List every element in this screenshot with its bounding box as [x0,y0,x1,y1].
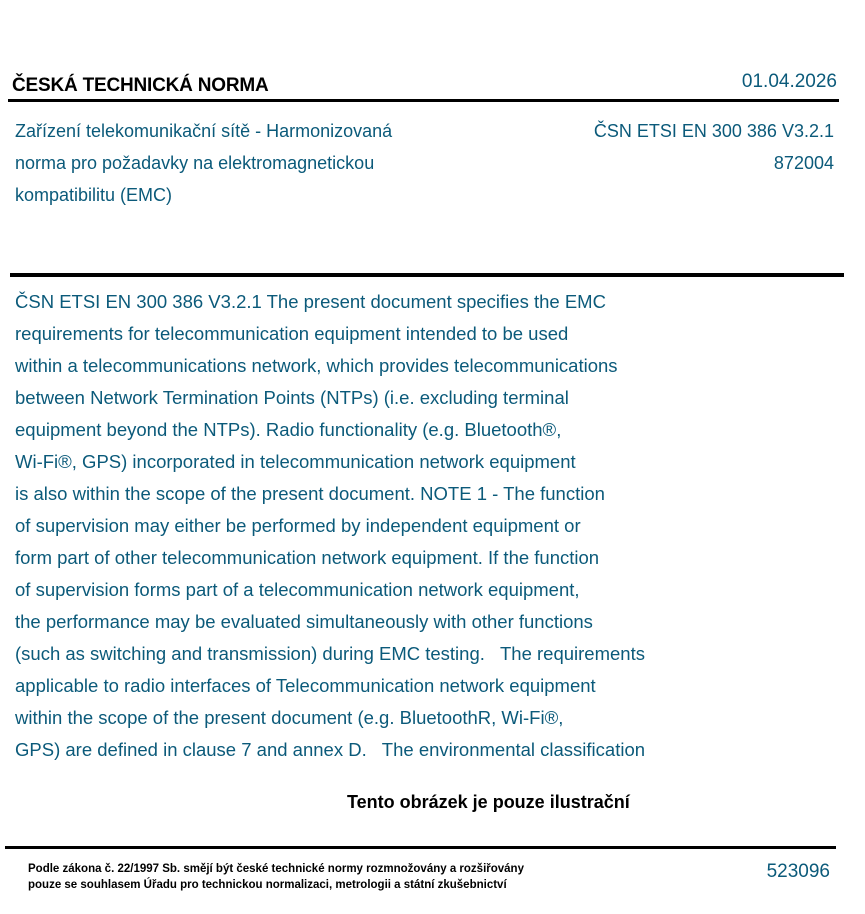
abstract-line: Wi-Fi®, GPS) incorporated in telecommunication network equipment [15,451,576,472]
abstract-line: requirements for telecommunication equipment intended to be used [15,323,569,344]
abstract-line: within a telecommunications network, which provides telecommunications [15,355,618,376]
legal-line: pouze se souhlasem Úřadu pro technickou normalizaci, metrologii a státní zkušebnictví [28,879,507,891]
document-type-title: ČESKÁ TECHNICKÁ NORMA [12,75,269,96]
abstract-text [15,286,775,766]
abstract-line: of supervision may either be performed by independent equipment or [15,515,581,536]
abstract-line: (such as switching and transmission) during EMC testing. The requirements [15,643,645,664]
illustration-notice: Tento obrázek je pouze ilustrační [347,792,630,812]
subject-line: Zařízení telekomunikační sítě - Harmonizovaná [15,121,393,141]
document-number: 523096 [766,861,830,882]
standard-codes [594,115,834,179]
subject-line: kompatibilitu (EMC) [15,185,173,205]
section-divider [10,273,844,277]
abstract-line: the performance may be evaluated simultaneously with other functions [15,611,593,632]
legal-line: Podle zákona č. 22/1997 Sb. smějí být české technické normy rozmnožovány a rozšiřovány [28,863,524,875]
abstract-line: is also within the scope of the present document. NOTE 1 - The function [15,483,605,504]
classification-number: 872004 [773,153,834,173]
header-divider [8,99,839,102]
abstract-line: applicable to radio interfaces of Telecommunication network equipment [15,675,596,696]
standard-subject [15,115,485,211]
abstract-line: equipment beyond the NTPs). Radio functionality (e.g. Bluetooth®, [15,419,562,440]
abstract-line: ČSN ETSI EN 300 386 V3.2.1 The present document specifies the EMC [15,291,606,312]
standard-designation: ČSN ETSI EN 300 386 V3.2.1 [593,121,834,141]
legal-notice [28,861,524,893]
footer-divider [5,846,836,849]
abstract-line: between Network Termination Points (NTPs) (i.e. excluding terminal [15,387,569,408]
publication-date: 01.04.2026 [741,71,837,92]
abstract-line: form part of other telecommunication network equipment. If the function [15,547,600,568]
abstract-line: within the scope of the present document (e.g. BluetoothR, Wi-Fi®, [15,707,564,728]
abstract-line: GPS) are defined in clause 7 and annex D. The environmental classification [15,739,646,760]
abstract-line: of supervision forms part of a telecommunication network equipment, [15,579,580,600]
subject-line: norma pro požadavky na elektromagnetickou [15,153,375,173]
